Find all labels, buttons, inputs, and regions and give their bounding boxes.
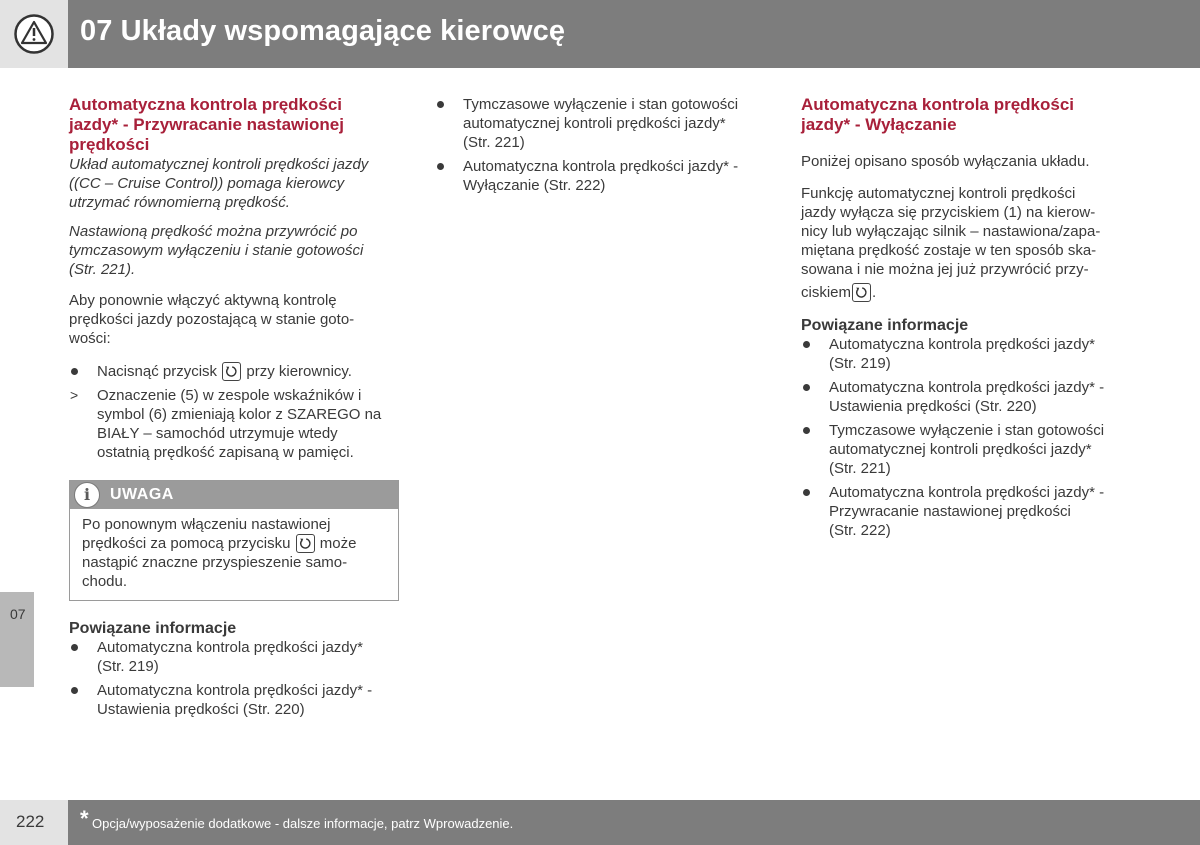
restore-note-text: Nastawioną prędkość można przywrócić po tymczasowym wyłączeniu i stanie gotowości (Str. 221). <box>69 223 364 278</box>
note-body: Po ponownym włączeniu nastawionej prędkości za pomocą przycisku może nastąpić znaczne przyspieszenie samo- chodu. <box>82 516 357 590</box>
procedure-text: Aby ponownie włączyć aktywną kontrolę prędkości jazdy pozostającą w stanie goto- wości: <box>69 292 355 347</box>
related-list-continued <box>435 95 770 195</box>
column-2 <box>435 95 770 195</box>
note-box <box>69 480 399 601</box>
page-number: 222 <box>16 812 45 831</box>
related-list <box>801 335 1136 540</box>
resume-button-icon <box>852 283 871 302</box>
resume-button-icon <box>222 362 241 381</box>
related-link[interactable]: Tymczasowe wyłączenie i stan gotowości automatycznej kontroli prędkości jazdy* (Str. 221) <box>801 421 1136 478</box>
footer-page-box <box>0 800 68 845</box>
related-list <box>69 638 401 719</box>
note-header <box>70 481 398 509</box>
related-info-heading: Powiązane informacje <box>69 620 237 637</box>
disable-intro: Poniżej opisano sposób wyłączania układu. <box>801 153 1090 170</box>
header-bar <box>68 0 1200 68</box>
chapter-tab-label: 07 <box>10 606 26 622</box>
related-link[interactable]: Automatyczna kontrola prędkości jazdy* - Ustawienia prędkości (Str. 220) <box>801 378 1136 416</box>
bullet-icon <box>437 101 444 108</box>
bullet-icon <box>803 341 810 348</box>
bullet-icon <box>803 427 810 434</box>
related-link[interactable]: Automatyczna kontrola prędkości jazdy* - Przywracanie nastawionej prędkości (Str. 222) <box>801 483 1136 540</box>
footer-bar <box>68 800 1200 845</box>
related-link[interactable]: Tymczasowe wyłączenie i stan gotowości automatycznej kontroli prędkości jazdy* (Str. 221) <box>435 95 770 152</box>
related-info-heading: Powiązane informacje <box>801 317 969 334</box>
header-icon-box <box>0 0 68 68</box>
section-title-disable: Automatyczna kontrola prędkości jazdy* - Wyłączanie <box>801 95 1075 134</box>
related-link[interactable]: Automatyczna kontrola prędkości jazdy* (Str. 219) <box>801 335 1136 373</box>
chapter-title: 07 Układy wspomagające kierowcę <box>80 15 566 47</box>
related-link[interactable]: Automatyczna kontrola prędkości jazdy* - Wyłączanie (Str. 222) <box>435 157 770 195</box>
footer-note: Opcja/wyposażenie dodatkowe - dalsze informacje, patrz Wprowadzenie. <box>92 816 514 831</box>
procedure-steps <box>69 362 401 462</box>
chapter-tab <box>0 592 34 687</box>
info-icon: i <box>74 482 100 508</box>
step-item: Nacisnąć przycisk przy kierownicy. <box>69 362 401 381</box>
bullet-icon <box>803 384 810 391</box>
step-result: > Oznaczenie (5) w zespole wskaźników i symbol (6) zmieniają kolor z SZAREGO na BIAŁY – samochód utrzymuje wtedy ostatnią prędkość zapisaną w pamięci. <box>70 387 382 461</box>
related-link[interactable]: Automatyczna kontrola prędkości jazdy* (Str. 219) <box>69 638 401 676</box>
column-1 <box>69 95 401 719</box>
result-arrow-icon: > <box>70 387 79 403</box>
bullet-icon <box>71 644 78 651</box>
disable-body: Funkcję automatycznej kontroli prędkości jazdy wyłącza się przyciskiem (1) na kierow- nicy lub wyłączając silnik – nastawiona/zapa- miętana prędkość zostaje w ten sposób ska- sowana i nie można jej już przywrócić przy- ciskiem . <box>801 185 1101 301</box>
asterisk-icon: * <box>80 806 89 831</box>
bullet-icon <box>437 163 444 170</box>
column-3 <box>801 95 1136 540</box>
warning-triangle-icon <box>14 14 54 54</box>
related-link[interactable]: Automatyczna kontrola prędkości jazdy* - Ustawienia prędkości (Str. 220) <box>69 681 401 719</box>
bullet-icon <box>803 489 810 496</box>
bullet-icon <box>71 368 78 375</box>
bullet-icon <box>71 687 78 694</box>
section-title-restore: Automatyczna kontrola prędkości jazdy* - Przywracanie nastawionej prędkości <box>69 95 344 154</box>
resume-button-icon <box>296 534 315 553</box>
intro-text: Układ automatycznej kontroli prędkości jazdy ((CC – Cruise Control)) pomaga kierowcy utrzymać równomierną prędkość. <box>69 156 369 211</box>
note-label: UWAGA <box>110 486 174 503</box>
